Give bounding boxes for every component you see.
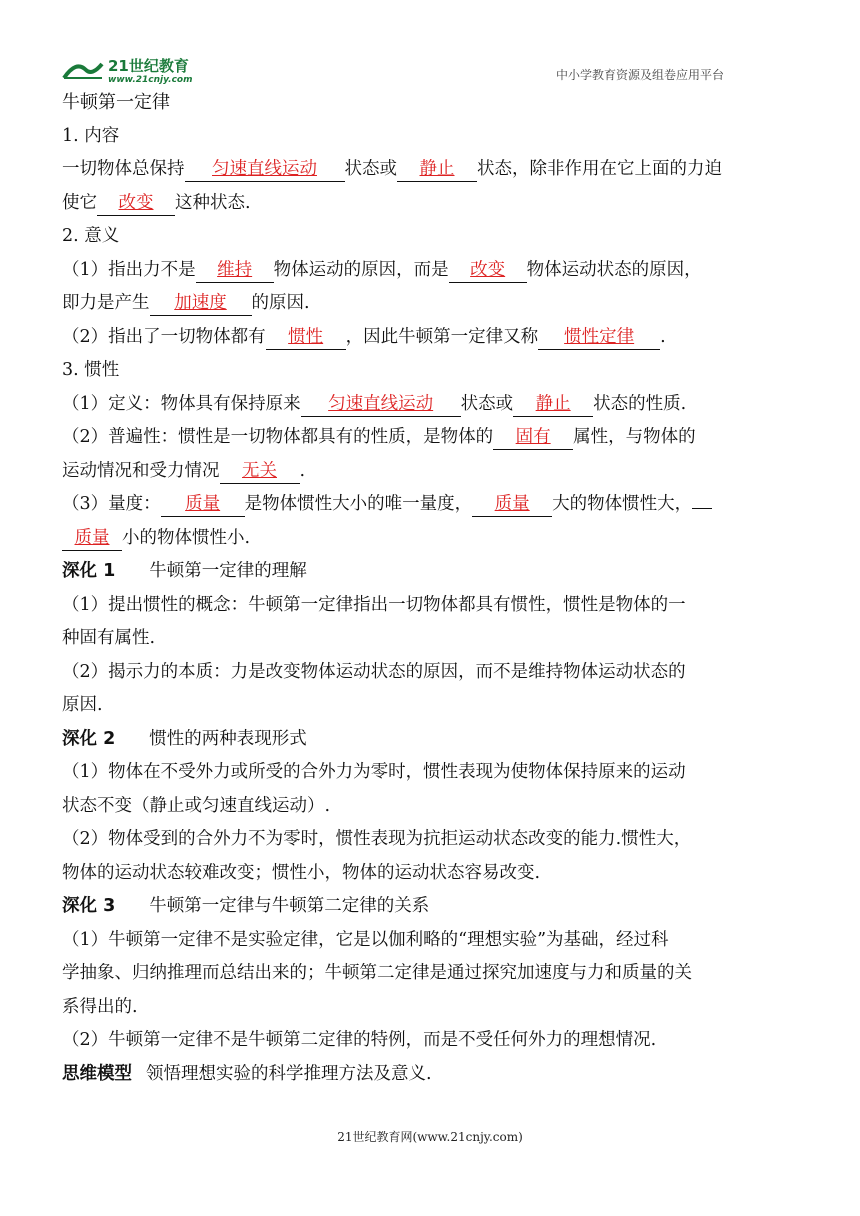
- deep2-heading: 深化 2 惯性的两种表现形式: [62, 728, 307, 749]
- deep3-p1b: 学抽象、归纳推理而总结出来的；牛顿第二定律是通过探究加速度与力和质量的关: [62, 963, 692, 983]
- deep2-p1b: 状态不变（静止或匀速直线运动）.: [62, 795, 331, 816]
- deep3-p2a: （2）牛顿第一定律不是牛顿第二定律的特例，而是不受任何外力的理想情况.: [62, 1030, 657, 1050]
- page-footer: 21世纪教育网(www.21cnjy.com): [337, 1130, 523, 1144]
- deep1-p1a: （1）提出惯性的概念：牛顿第一定律指出一切物体都具有惯性，惯性是物体的一: [62, 594, 686, 615]
- platform-label: 中小学教育资源及组卷应用平台: [555, 68, 724, 82]
- logo-21cnjy: [62, 54, 222, 84]
- s3-line3: 运动情况和受力情况 无关 .: [62, 455, 790, 489]
- deep1-heading: 深化 1 牛顿第一定律的理解: [62, 561, 307, 581]
- s2-line2: 即力是产生 加速度 的原因.: [62, 287, 790, 321]
- answer-blank-start: [692, 508, 712, 509]
- s3-heading: 3. 惯性: [62, 360, 120, 380]
- answer-blank: 惯性定律: [538, 325, 660, 350]
- answer-blank: 静止: [513, 392, 593, 417]
- s2-heading: 2. 意义: [62, 226, 120, 246]
- deep2-p2b: 物体的运动状态较难改变；惯性小，物体的运动状态容易改变.: [62, 862, 541, 883]
- s2-line3: （2）指出了一切物体都有 惯性 ，因此牛顿第一定律又称 惯性定律 .: [62, 321, 790, 355]
- s3-line5: 质量 小的物体惯性小.: [62, 522, 790, 556]
- answer-blank: 质量: [161, 492, 245, 517]
- s3-line1: （1）定义：物体具有保持原来 匀速直线运动 状态或 静止 状态的性质.: [62, 388, 790, 422]
- deep1-p2a: （2）揭示力的本质：力是改变物体运动状态的原因，而不是维持物体运动状态的: [62, 661, 686, 682]
- page-header: [62, 54, 798, 84]
- answer-blank: 维持: [196, 258, 274, 283]
- deep2-p1a: （1）物体在不受外力或所受的合外力为零时，惯性表现为使物体保持原来的运动: [62, 762, 686, 782]
- deep1-p1b: 种固有属性.: [62, 628, 156, 648]
- s3-line4: （3）量度： 质量 是物体惯性大小的唯一量度， 质量 大的物体惯性大，: [62, 488, 790, 522]
- deep3-p1c: 系得出的.: [62, 996, 138, 1017]
- s3-line2: （2）普遍性：惯性是一切物体都具有的性质，是物体的 固有 属性，与物体的: [62, 421, 790, 455]
- document-body: [62, 86, 790, 1091]
- answer-blank: 惯性: [266, 325, 346, 350]
- answer-blank: 质量: [62, 526, 122, 551]
- answer-blank: 匀速直线运动: [301, 392, 461, 417]
- answer-blank: 加速度: [150, 291, 252, 316]
- doc-title: 牛顿第一定律: [62, 92, 170, 113]
- answer-blank: 改变: [97, 191, 175, 216]
- s1-heading: 1. 内容: [62, 125, 120, 146]
- answer-blank: 匀速直线运动: [185, 157, 345, 182]
- deep1-p2b: 原因.: [62, 695, 103, 715]
- answer-blank: 改变: [449, 258, 527, 283]
- deep3-heading: 深化 3 牛顿第一定律与牛顿第二定律的关系: [62, 896, 430, 916]
- deep3-p1a: （1）牛顿第一定律不是实验定律，它是以伽利略的“理想实验”为基础，经过科: [62, 929, 669, 950]
- logo-url: www.21cnjy.com: [108, 75, 193, 84]
- answer-blank: 静止: [397, 157, 477, 182]
- s2-line1: （1）指出力不是 维持 物体运动的原因，而是 改变 物体运动状态的原因，: [62, 254, 790, 288]
- answer-blank: 无关: [220, 459, 300, 484]
- answer-blank: 质量: [472, 492, 552, 517]
- logo-text: 21世纪教育: [108, 57, 189, 75]
- s1-line1: 一切物体总保持 匀速直线运动 状态或 静止 状态，除非作用在它上面的力迫: [62, 153, 790, 187]
- answer-blank: 固有: [493, 425, 573, 450]
- s1-line2: 使它 改变 这种状态.: [62, 187, 790, 221]
- thinking-model: 思维模型 领悟理想实验的科学推理方法及意义.: [62, 1063, 432, 1084]
- deep2-p2a: （2）物体受到的合外力不为零时，惯性表现为抗拒运动状态改变的能力.惯性大，: [62, 829, 692, 849]
